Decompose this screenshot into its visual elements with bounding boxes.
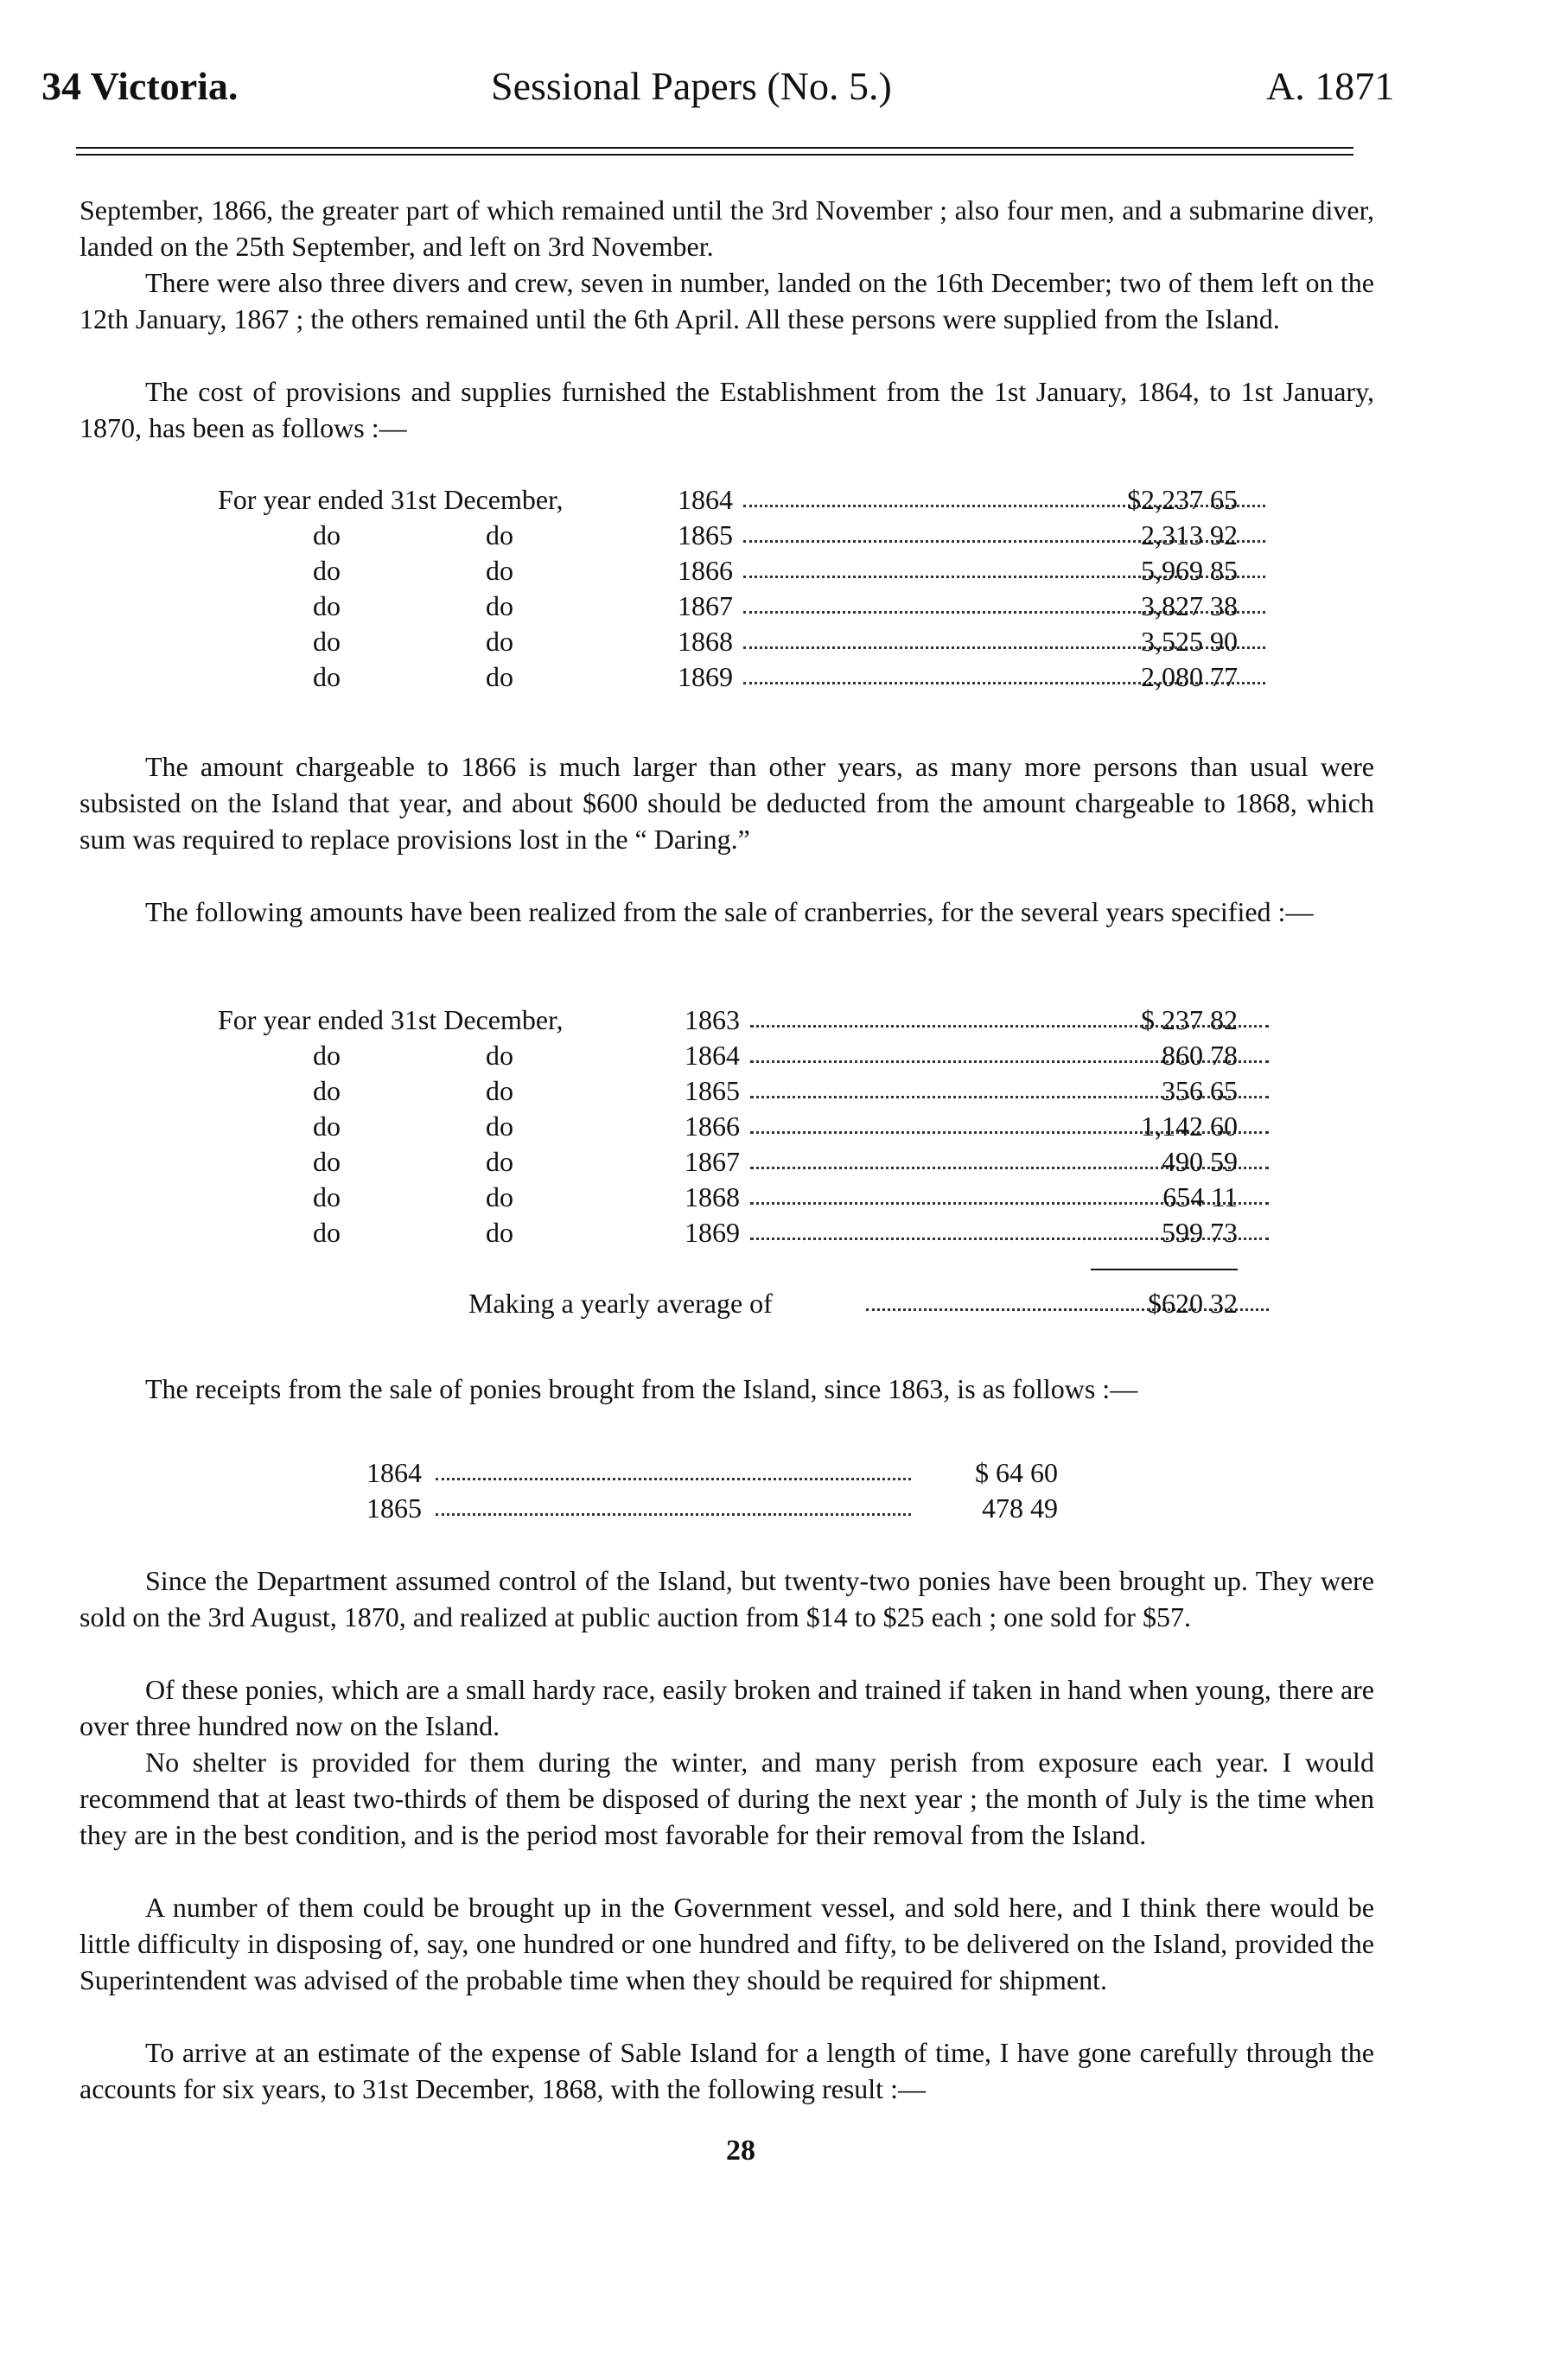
ponies-table [366,1455,1058,1526]
paragraph-2 [80,264,1374,337]
amount-cell: $2,237 65 [1127,484,1238,515]
amount-cell: 478 49 [982,1492,1058,1524]
ditto-cell: do [313,555,341,586]
header-year: A. 1871 [1266,64,1395,108]
paragraph-3 [80,373,1374,446]
table-row [218,1073,1238,1109]
paragraph-8 [80,1671,1374,1744]
paragraph-5 [80,894,1374,930]
amount-cell: 1,142 60 [1141,1110,1238,1142]
ditto-cell: do [486,1040,513,1071]
paragraph-text: The following amounts have been realized from the sale of cranberries, for the several years specified :— [145,896,1314,927]
amount-cell: 599 73 [1162,1217,1238,1248]
paragraph-1 [80,192,1374,264]
ditto-cell: do [313,1110,341,1142]
ditto-cell: do [313,626,341,657]
ditto-cell: do [486,519,513,550]
table-row [218,482,1238,518]
table-row [218,624,1238,659]
amount-cell: 5,969 85 [1141,555,1238,586]
amount-cell: 860 78 [1162,1040,1238,1071]
amount-cell: $ 237 82 [1141,1004,1238,1035]
paragraph-text: There were also three divers and crew, seven in number, landed on the 16th December; two of them left on the 12th January, 1867 ; the others remained until the 6th April. All these persons were supplied from the Island. [80,267,1374,334]
table-row [218,1038,1238,1073]
provisions-table [218,482,1238,695]
year-cell: 1865 [685,1075,740,1106]
ditto-cell: do [313,1040,341,1071]
table-row [218,589,1238,624]
year-cell: 1866 [678,555,733,586]
year-cell: 1867 [685,1146,740,1177]
average-amount: $620 32 [1148,1288,1238,1319]
amount-cell: 2,313 92 [1141,519,1238,550]
ditto-cell: do [313,1181,341,1212]
year-cell: 1868 [685,1181,740,1212]
average-label: Making a yearly average of [468,1288,773,1319]
year-cell: 1865 [366,1492,422,1524]
year-cell: 1868 [678,626,733,657]
amount-cell: 2,080 77 [1141,661,1238,692]
amount-cell: 356 65 [1162,1075,1238,1106]
table-label: For year ended 31st December, [218,1004,564,1035]
paragraph-text: The receipts from the sale of ponies brought from the Island, since 1863, is as follows :— [145,1373,1138,1404]
paragraph-text: The cost of provisions and supplies furnished the Establishment from the 1st January, 1864, to 1st January, 1870, has been as follows :— [80,376,1374,443]
ditto-cell: do [486,1110,513,1142]
amount-cell: 654 11 [1162,1181,1238,1212]
paragraph-7 [80,1562,1374,1635]
table-row [218,553,1238,589]
paragraph-9 [80,1744,1374,1853]
year-cell: 1867 [678,590,733,621]
table-row [218,1002,1238,1038]
paragraph-text: A number of them could be brought up in the Government vessel, and sold here, and I think there would be little difficulty in disposing of, say, one hundred or one hundred and fifty, to be delivered on the Island, provided the Superintendent was advised of the probable time when they should be required for shipment. [80,1892,1374,1995]
ditto-cell: do [313,1217,341,1248]
year-cell: 1869 [678,661,733,692]
ditto-cell: do [486,555,513,586]
dot-leader [436,1455,911,1480]
ditto-cell: do [486,1075,513,1106]
cranberries-average [218,1286,1238,1321]
ditto-cell: do [486,1217,513,1248]
paragraph-6 [80,1371,1374,1407]
paragraph-4 [80,748,1374,857]
paragraph-10 [80,1889,1374,1998]
ditto-cell: do [313,661,341,692]
header-rule-top [76,147,1353,149]
ditto-cell: do [486,590,513,621]
paragraph-text: No shelter is provided for them during the winter, and many perish from exposure each year. I would recommend that at least two-thirds of them be disposed of during the next year ; the month of July is the time when they are in the best condition, and is the period most favorable for their removal from the Island. [80,1747,1374,1850]
amount-cell: 490 59 [1162,1146,1238,1177]
table-row [218,1109,1238,1144]
table-row [366,1455,1058,1491]
table-row [218,1144,1238,1180]
year-cell: 1865 [678,519,733,550]
table-row [218,1180,1238,1215]
amount-cell: 3,525 90 [1141,626,1238,657]
header-title: Sessional Papers (No. 5.) [491,64,892,108]
table-row [218,1215,1238,1250]
sum-rule [1091,1269,1238,1270]
dot-leader [436,1491,911,1516]
cranberries-table [218,1002,1238,1250]
table-row [218,518,1238,553]
year-cell: 1864 [366,1457,422,1488]
year-cell: 1864 [685,1040,740,1071]
table-row [218,1286,1238,1321]
ditto-cell: do [486,1181,513,1212]
year-cell: 1864 [678,484,733,515]
paragraph-text: Since the Department assumed control of the Island, but twenty-two ponies have been brought up. They were sold on the 3rd August, 1870, and realized at public auction from $14 to $25 each ; one sold for $57. [80,1565,1374,1632]
paragraph-text: Of these ponies, which are a small hardy race, easily broken and trained if taken in hand when young, there are over three hundred now on the Island. [80,1674,1374,1741]
year-cell: 1869 [685,1217,740,1248]
table-label: For year ended 31st December, [218,484,564,515]
header-rule-bottom [76,154,1353,156]
page-number: 28 [726,2135,755,2167]
paragraph-text: To arrive at an estimate of the expense of Sable Island for a length of time, I have gone carefully through the accounts for six years, to 31st December, 1868, with the following result :— [80,2037,1374,2104]
ditto-cell: do [486,626,513,657]
table-row [366,1491,1058,1526]
ditto-cell: do [313,590,341,621]
ditto-cell: do [313,1146,341,1177]
amount-cell: $ 64 60 [975,1457,1058,1488]
header-session: 34 Victoria. [41,64,239,108]
ditto-cell: do [486,661,513,692]
amount-cell: 3,827 38 [1141,590,1238,621]
paragraph-11 [80,2034,1374,2107]
paragraph-text: September, 1866, the greater part of which remained until the 3rd November ; also four men, and a submarine diver, landed on the 25th September, and left on 3rd November. [80,194,1374,262]
year-cell: 1866 [685,1110,740,1142]
year-cell: 1863 [685,1004,740,1035]
table-row [218,659,1238,695]
paragraph-text: The amount chargeable to 1866 is much larger than other years, as many more persons than usual were subsisted on the Island that year, and about $600 should be deducted from the amount chargeable to 1868, which sum was required to replace provisions lost in the “ Daring.” [80,751,1374,855]
ditto-cell: do [313,1075,341,1106]
ditto-cell: do [486,1146,513,1177]
ditto-cell: do [313,519,341,550]
